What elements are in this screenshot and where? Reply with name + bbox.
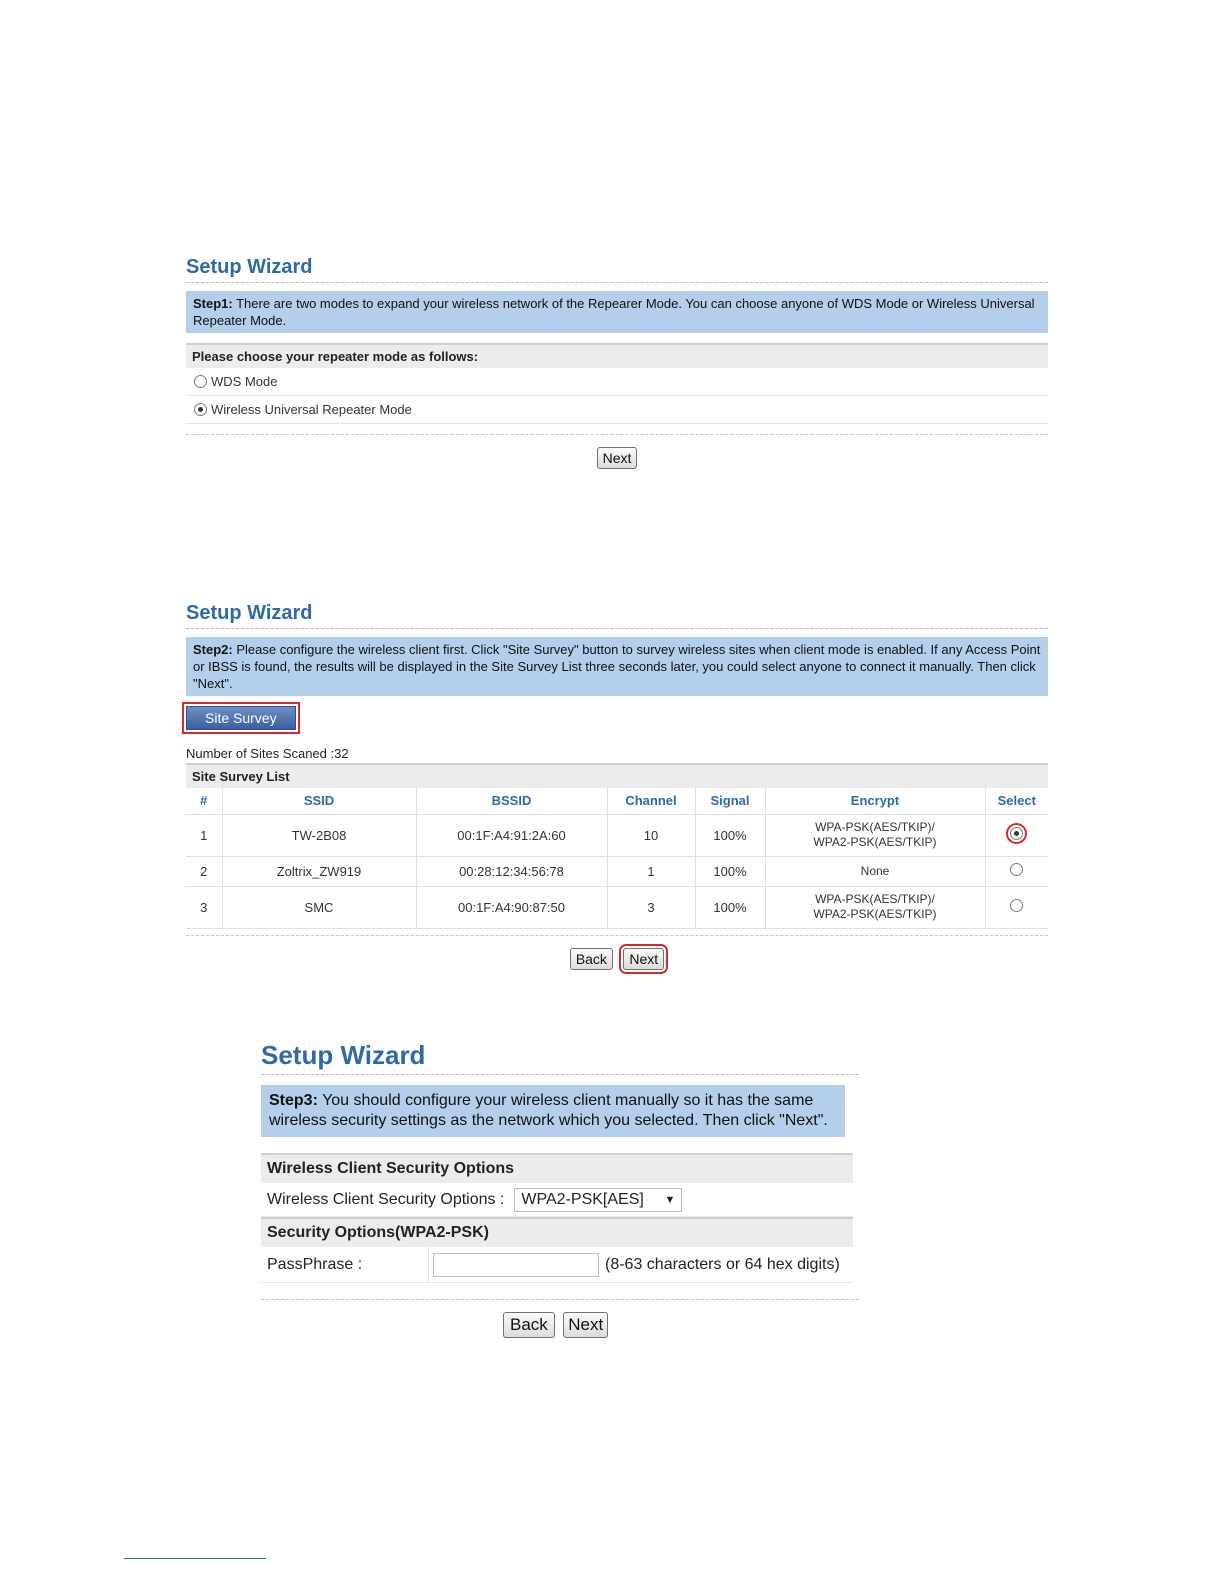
option-wds-row[interactable] [186, 368, 1048, 396]
repeater-mode-radio[interactable] [194, 403, 207, 416]
section-wpa2-psk: Security Options(WPA2-PSK) [261, 1217, 853, 1247]
step-description [186, 291, 1048, 333]
wizard-step1-panel [186, 256, 1048, 469]
section-security-options: Wireless Client Security Options [261, 1153, 853, 1183]
back-button[interactable]: Back [570, 948, 613, 970]
row-number: 2 [186, 856, 222, 886]
next-button[interactable]: Next [563, 1312, 608, 1338]
step-label: Step3: [269, 1092, 318, 1109]
row-signal: 100% [695, 886, 765, 928]
col-channel: Channel [607, 788, 695, 814]
select-radio[interactable] [1010, 827, 1023, 840]
step-description [261, 1085, 845, 1137]
row-select [985, 856, 1048, 886]
col-bssid: BSSID [416, 788, 607, 814]
divider [261, 1299, 859, 1300]
col-ssid: SSID [222, 788, 416, 814]
select-radio[interactable] [1010, 899, 1023, 912]
row-number: 3 [186, 886, 222, 928]
row-channel: 10 [607, 814, 695, 856]
row-bssid: 00:1F:A4:90:87:50 [416, 886, 607, 928]
row-ssid: Zoltrix_ZW919 [222, 856, 416, 886]
row-signal: 100% [695, 856, 765, 886]
row-bssid: 00:28:12:34:56:78 [416, 856, 607, 886]
passphrase-hint: (8-63 characters or 64 hex digits) [605, 1255, 840, 1273]
select-radio[interactable] [1010, 863, 1023, 876]
option-repeater-row[interactable] [186, 396, 1048, 424]
row-encrypt: None [765, 856, 985, 886]
col-number: # [186, 788, 222, 814]
page-title: Setup Wizard [186, 256, 1048, 283]
table-row [186, 856, 1048, 886]
next-button[interactable]: Next [597, 447, 638, 469]
wds-mode-label: WDS Mode [211, 374, 278, 389]
passphrase-label: PassPhrase : [261, 1247, 429, 1282]
row-number: 1 [186, 814, 222, 856]
page-title: Setup Wizard [261, 1040, 859, 1075]
passphrase-input[interactable] [433, 1253, 599, 1277]
col-signal: Signal [695, 788, 765, 814]
security-options-row [261, 1183, 853, 1217]
divider [186, 935, 1048, 936]
back-button[interactable]: Back [503, 1312, 555, 1338]
col-select: Select [985, 788, 1048, 814]
step-label: Step2: [193, 642, 233, 657]
repeater-mode-label: Wireless Universal Repeater Mode [211, 402, 412, 417]
site-survey-button[interactable]: Site Survey [186, 706, 296, 730]
table-row [186, 814, 1048, 856]
passphrase-row [261, 1247, 853, 1283]
wizard-step2-panel [186, 602, 1048, 970]
row-encrypt [765, 814, 985, 856]
row-signal: 100% [695, 814, 765, 856]
encrypt-line2: WPA2-PSK(AES/TKIP) [813, 835, 937, 849]
row-channel: 1 [607, 856, 695, 886]
chevron-down-icon: ▼ [664, 1193, 676, 1206]
row-ssid: SMC [222, 886, 416, 928]
site-survey-list-title: Site Survey List [186, 763, 1048, 788]
table-row [186, 886, 1048, 928]
encrypt-line1: WPA-PSK(AES/TKIP)/ [815, 820, 935, 834]
page-title: Setup Wizard [186, 602, 1048, 629]
row-bssid: 00:1F:A4:91:2A:60 [416, 814, 607, 856]
row-channel: 3 [607, 886, 695, 928]
step-label: Step1: [193, 296, 233, 311]
sites-scanned-count: Number of Sites Scaned :32 [186, 746, 349, 761]
col-encrypt: Encrypt [765, 788, 985, 814]
security-options-value: WPA2-PSK[AES] [521, 1190, 644, 1208]
row-encrypt [765, 886, 985, 928]
step-text: Please configure the wireless client first. Click "Site Survey" button to survey wireless sites when client mode is enabled. If any Access Point or IBSS is found, the results will be displayed in the Site Survey List three seconds later, you could select anyone to connect it manually. Then click "Next". [193, 642, 1041, 691]
step-text: You should configure your wireless client manually so it has the same wireless security settings as the network which you selected. Then click "Next". [269, 1092, 828, 1129]
footnote-divider [124, 1558, 266, 1559]
section-header: Please choose your repeater mode as follows: [186, 343, 1048, 368]
security-options-label: Wireless Client Security Options : [267, 1190, 505, 1208]
encrypt-line2: WPA2-PSK(AES/TKIP) [813, 907, 937, 921]
site-survey-table [186, 788, 1048, 929]
divider [186, 434, 1048, 435]
row-select [985, 814, 1048, 856]
next-button[interactable]: Next [623, 948, 664, 970]
security-options-select[interactable] [514, 1188, 682, 1212]
encrypt-line1: WPA-PSK(AES/TKIP)/ [815, 892, 935, 906]
row-select [985, 886, 1048, 928]
step-description [186, 637, 1048, 696]
wds-mode-radio[interactable] [194, 375, 207, 388]
step-text: There are two modes to expand your wireless network of the Repearer Mode. You can choose anyone of WDS Mode or Wireless Universal Repeater Mode. [193, 296, 1035, 328]
wizard-step3-panel [261, 1040, 859, 1338]
row-ssid: TW-2B08 [222, 814, 416, 856]
